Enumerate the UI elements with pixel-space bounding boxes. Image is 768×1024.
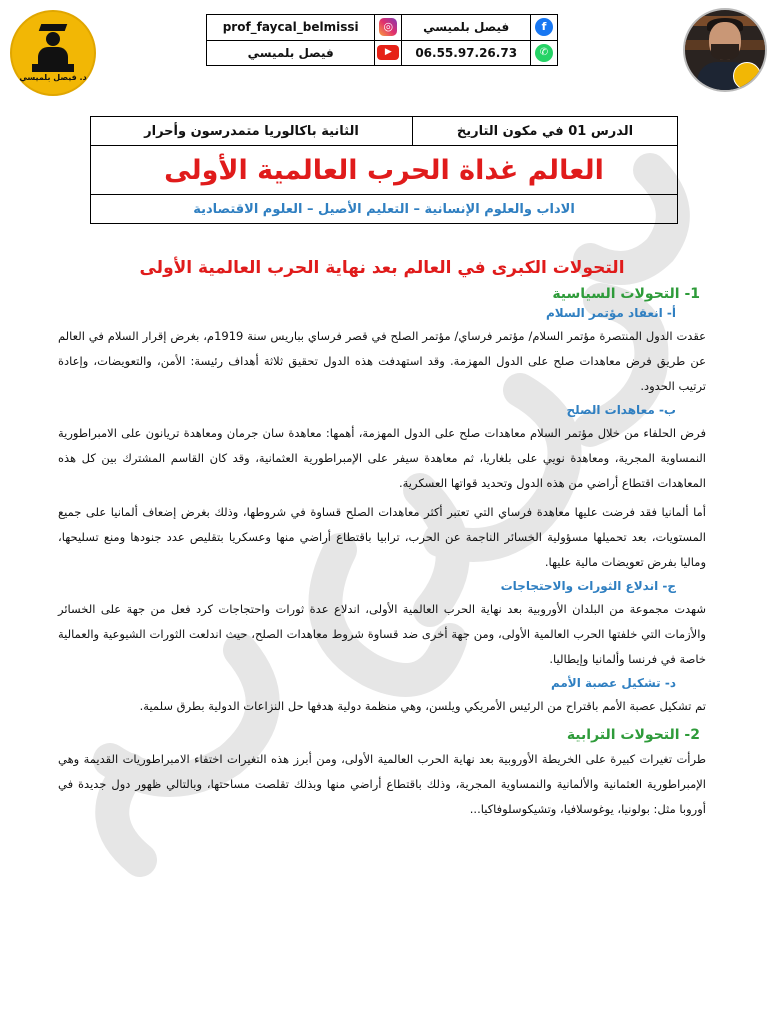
contact-table <box>206 14 558 66</box>
whatsapp-icon[interactable]: ✆ <box>535 44 553 62</box>
logo-caption: د. فيصل بلميسي <box>19 73 87 82</box>
facebook-icon[interactable]: f <box>535 18 553 36</box>
subheading-league-of-nations: د- تشكيل عصبة الأمم <box>550 676 676 690</box>
paragraph: فرض الحلفاء من خلال مؤتمر السلام معاهدات صلح على الدول المهزمة، أهمها: معاهدة سان جرمان ومعاهدة تريانون على الامبراطورية النمساوية المجرية، ومعاهدة نويي على بلغاريا، ثم معاهدة سيفر على الإمبراطورية العثمانية، وقد كان القاسم المشترك بين كل هذه المعاهدات اقتطاع أراضي من هذه الدول وتحديد قواتها العسكرية. <box>58 426 706 490</box>
paragraph: عقدت الدول المنتصرة مؤتمر السلام/ مؤتمر فرساي/ مؤتمر الصلح في قصر فرساي بباريس سنة 1919م، بغرض إقرار السلام في العالم عن طريق فرض معاهدات صلح على الدول المهزمة. وقد استهدفت هذه الدول تحقيق ثلاثة أهداف رئيسة: الأمن، والتعويضات، وإعادة ترتيب الحدود. <box>58 329 706 393</box>
main-title: التحولات الكبرى في العالم بعد نهاية الحرب العالمية الأولى <box>139 258 625 278</box>
section-heading-political: 1- التحولات السياسية <box>552 286 700 302</box>
paragraph: شهدت مجموعة من البلدان الأوروبية بعد نهاية الحرب العالمية الأولى، اندلاع عدة ثورات واحتجاجات كرد فعل من جهة على الخسائر والأزمات التي خلفتها الحرب العالمية الأولى، ومن جهة أخرى ضد قساوة شروط معاهدات الصلح، حيث اندلعت الثورات الشيوعية والعمالية خاصة في فرنسا وألمانيا وإيطاليا. <box>58 602 706 666</box>
youtube-icon[interactable]: ▶ <box>377 45 399 60</box>
subheading-peace-conference: أ- انعقاد مؤتمر السلام <box>545 306 676 320</box>
facebook-name[interactable]: فيصل بلميسي <box>402 15 531 41</box>
paragraph: أما ألمانيا فقد فرضت عليها معاهدة فرساي التي تعتبر أكثر معاهدات الصلح قساوة في شروطها، وذلك بغرض إضعاف ألمانيا على جميع المستويات، بعد تحميلها مسؤولية الخسائر الناجمة عن الحرب، ترابيا باقتطاع أراضي منها وعسكريا بتقليص عدد جنودها ومنع تسليحها، وماليا بفرض تعويضات مالية عليها. <box>58 505 706 569</box>
youtube-name[interactable]: فيصل بلميسي <box>207 40 375 66</box>
paragraph: طرأت تغيرات كبيرة على الخريطة الأوروبية بعد نهاية الحرب العالمية الأولى، ومن أبرز هذه التغيرات اختفاء الامبراطوريات القديمة وهي الإمبراطورية العثمانية والألمانية والنمساوية المجرية، وذلك باقتطاع أراضي منها وبذلك تقلصت مساحتها، وبالتالي ظهور دول جديدة في أوروبا مثل: بولونيا، يوغوسلافيا، وتشيكوسلوفاكيا... <box>58 752 706 816</box>
lesson-content <box>58 258 706 826</box>
instagram-handle[interactable]: prof_faycal_belmissi <box>207 15 375 41</box>
subheading-peace-treaties: ب- معاهدات الصلح <box>566 403 676 417</box>
paragraph: تم تشكيل عصبة الأمم باقتراح من الرئيس الأمريكي ويلسن، وهي منظمة دولية هدفها حل النزاعات الدولية بطرق سلمية. <box>139 699 706 713</box>
lesson-info-table <box>90 116 678 224</box>
subheading-revolutions: ج- اندلاع الثورات والاحتجاجات <box>500 579 676 593</box>
brand-logo <box>10 10 96 96</box>
class-label: الثانية باكالوريا متمدرسون وأحرار <box>91 117 413 146</box>
section-heading-territorial: 2- التحولات الترابية <box>566 727 700 743</box>
author-photo <box>683 8 767 92</box>
whatsapp-phone[interactable]: 06.55.97.26.73 <box>402 40 531 66</box>
instagram-icon[interactable]: ◎ <box>379 18 397 36</box>
streams-label: الاداب والعلوم الإنسانية – التعليم الأصيل – العلوم الاقتصادية <box>91 195 678 224</box>
lesson-title: العالم غداة الحرب العالمية الأولى <box>91 146 678 195</box>
lesson-label: الدرس 01 في مكون التاريخ <box>412 117 677 146</box>
